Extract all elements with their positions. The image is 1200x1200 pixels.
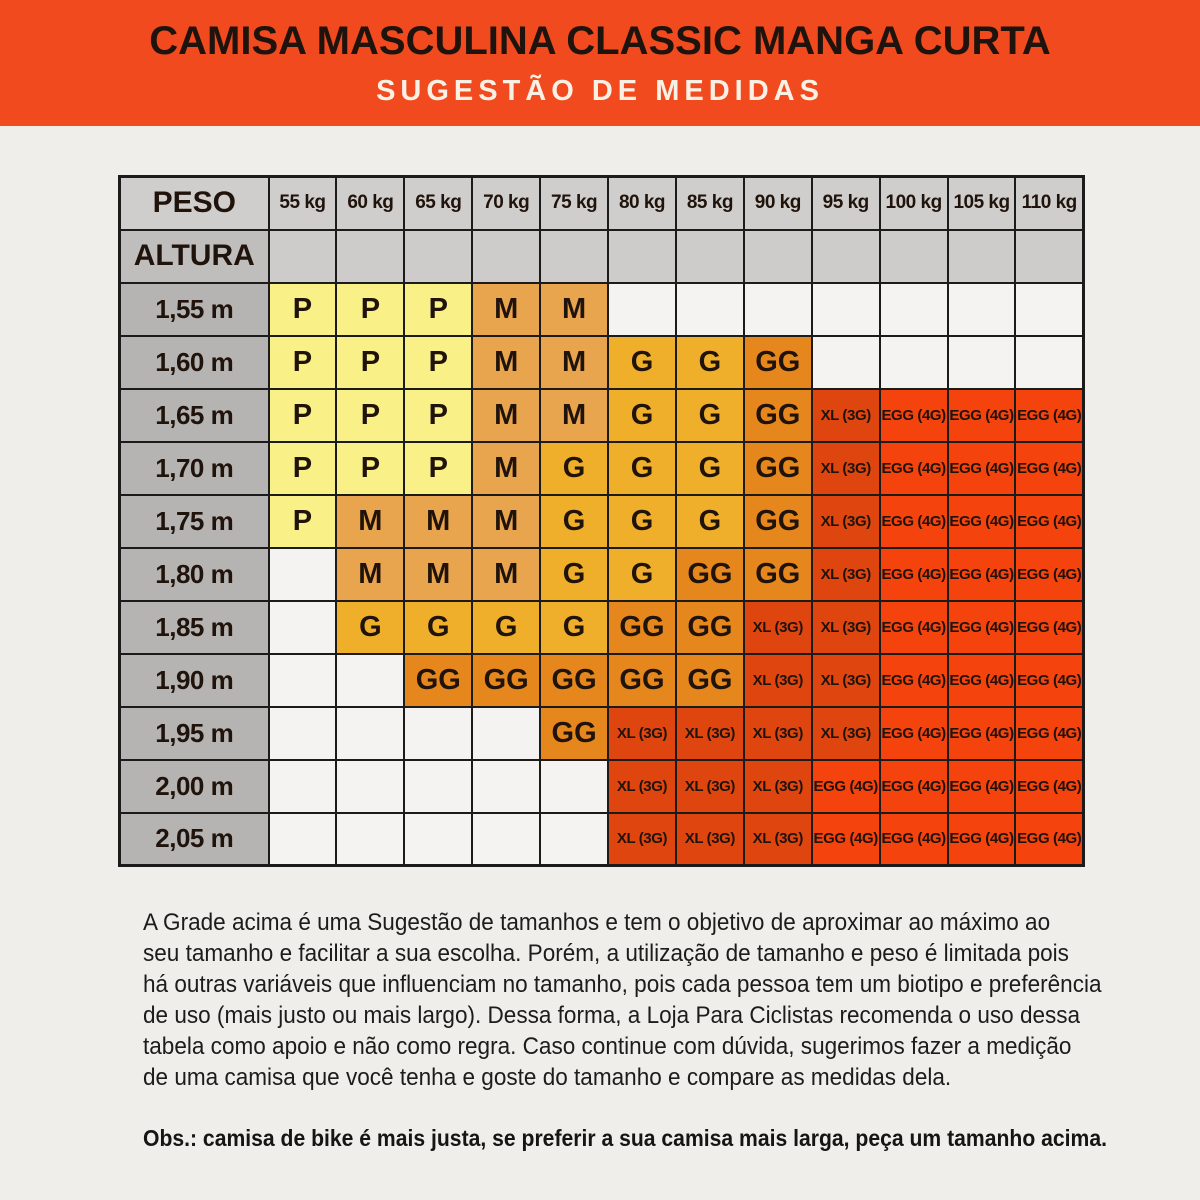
size-cell: EGG (4G) xyxy=(948,707,1016,760)
size-cell: XL (3G) xyxy=(812,654,880,707)
size-chart-table xyxy=(118,175,1085,867)
size-cell: GG xyxy=(608,601,676,654)
size-cell: EGG (4G) xyxy=(1015,495,1083,548)
altura-empty-cell xyxy=(269,230,337,283)
size-cell: EGG (4G) xyxy=(880,760,948,813)
weight-header-cell: 95 kg xyxy=(812,177,880,230)
empty-cell xyxy=(336,813,404,866)
size-cell: M xyxy=(472,442,540,495)
page-subtitle: SUGESTÃO DE MEDIDAS xyxy=(376,74,824,107)
size-cell: P xyxy=(336,336,404,389)
peso-corner-label: PESO xyxy=(120,177,269,230)
size-cell: P xyxy=(336,442,404,495)
paragraph-line: A Grade acima é uma Sugestão de tamanhos e tem o objetivo de aproximar ao máximo ao xyxy=(143,909,1051,936)
size-cell: EGG (4G) xyxy=(880,495,948,548)
size-cell: EGG (4G) xyxy=(880,548,948,601)
empty-cell xyxy=(744,283,812,336)
size-cell: XL (3G) xyxy=(608,707,676,760)
weight-header-cell: 85 kg xyxy=(676,177,744,230)
empty-cell xyxy=(1015,336,1083,389)
empty-cell xyxy=(404,813,472,866)
empty-cell xyxy=(1015,283,1083,336)
empty-cell xyxy=(404,760,472,813)
size-cell: G xyxy=(540,601,608,654)
size-cell: XL (3G) xyxy=(744,654,812,707)
size-cell: G xyxy=(608,548,676,601)
explanatory-paragraph xyxy=(143,907,1200,1093)
empty-cell xyxy=(269,760,337,813)
size-cell: GG xyxy=(676,548,744,601)
size-cell: EGG (4G) xyxy=(948,813,1016,866)
size-cell: G xyxy=(540,495,608,548)
altura-empty-cell xyxy=(880,230,948,283)
weight-header-cell: 75 kg xyxy=(540,177,608,230)
size-cell: EGG (4G) xyxy=(948,760,1016,813)
empty-cell xyxy=(540,813,608,866)
table-row xyxy=(120,654,1084,707)
size-cell: G xyxy=(336,601,404,654)
table-row xyxy=(120,336,1084,389)
weight-header-row xyxy=(120,177,1084,230)
size-cell: M xyxy=(404,495,472,548)
weight-header-cell: 100 kg xyxy=(880,177,948,230)
empty-cell xyxy=(472,760,540,813)
size-cell: GG xyxy=(472,654,540,707)
size-cell: EGG (4G) xyxy=(1015,707,1083,760)
empty-cell xyxy=(812,283,880,336)
size-cell: GG xyxy=(676,654,744,707)
size-cell: G xyxy=(676,389,744,442)
size-cell: EGG (4G) xyxy=(948,495,1016,548)
size-cell: GG xyxy=(540,654,608,707)
size-cell: G xyxy=(676,442,744,495)
size-cell: GG xyxy=(744,442,812,495)
size-cell: P xyxy=(269,283,337,336)
table-row xyxy=(120,442,1084,495)
empty-cell xyxy=(269,707,337,760)
height-label: 1,95 m xyxy=(120,707,269,760)
size-cell: M xyxy=(472,336,540,389)
size-cell: GG xyxy=(540,707,608,760)
paragraph-line: há outras variáveis que influenciam no tamanho, pois cada pessoa tem um biotipo e preferência xyxy=(143,971,1102,998)
weight-header-cell: 90 kg xyxy=(744,177,812,230)
size-cell: G xyxy=(608,389,676,442)
size-cell: G xyxy=(608,495,676,548)
size-cell: EGG (4G) xyxy=(1015,548,1083,601)
size-cell: EGG (4G) xyxy=(1015,601,1083,654)
header-banner xyxy=(0,0,1200,126)
empty-cell xyxy=(269,548,337,601)
size-cell: G xyxy=(608,442,676,495)
empty-cell xyxy=(880,283,948,336)
altura-empty-cell xyxy=(336,230,404,283)
size-cell: EGG (4G) xyxy=(812,760,880,813)
height-label: 1,65 m xyxy=(120,389,269,442)
height-label: 2,05 m xyxy=(120,813,269,866)
size-cell: XL (3G) xyxy=(676,707,744,760)
size-cell: G xyxy=(540,548,608,601)
size-cell: XL (3G) xyxy=(812,495,880,548)
size-cell: XL (3G) xyxy=(812,389,880,442)
size-cell: P xyxy=(404,283,472,336)
height-label: 1,80 m xyxy=(120,548,269,601)
size-cell: G xyxy=(404,601,472,654)
size-cell: M xyxy=(540,336,608,389)
weight-header-cell: 105 kg xyxy=(948,177,1016,230)
size-cell: XL (3G) xyxy=(608,760,676,813)
paragraph-line: de uma camisa que você tenha e goste do tamanho e compare as medidas dela. xyxy=(143,1064,952,1091)
size-cell: EGG (4G) xyxy=(1015,760,1083,813)
altura-empty-cell xyxy=(948,230,1016,283)
size-cell: EGG (4G) xyxy=(1015,442,1083,495)
size-cell: EGG (4G) xyxy=(812,813,880,866)
table-row xyxy=(120,760,1084,813)
size-cell: M xyxy=(472,283,540,336)
altura-empty-cell xyxy=(472,230,540,283)
size-cell: G xyxy=(540,442,608,495)
size-cell: P xyxy=(336,283,404,336)
weight-header-cell: 60 kg xyxy=(336,177,404,230)
size-cell: M xyxy=(472,389,540,442)
empty-cell xyxy=(472,707,540,760)
empty-cell xyxy=(812,336,880,389)
size-cell: EGG (4G) xyxy=(948,442,1016,495)
paragraph-line: de uso (mais justo ou mais largo). Dessa forma, a Loja Para Ciclistas recomenda o uso dessa xyxy=(143,1002,1081,1029)
size-cell: EGG (4G) xyxy=(948,389,1016,442)
table-row xyxy=(120,283,1084,336)
size-cell: G xyxy=(676,495,744,548)
size-cell: GG xyxy=(744,495,812,548)
height-label: 1,90 m xyxy=(120,654,269,707)
table-row xyxy=(120,601,1084,654)
empty-cell xyxy=(404,707,472,760)
table-row xyxy=(120,813,1084,866)
height-label: 1,75 m xyxy=(120,495,269,548)
height-label: 1,70 m xyxy=(120,442,269,495)
size-cell: M xyxy=(336,495,404,548)
size-cell: XL (3G) xyxy=(744,707,812,760)
size-cell: P xyxy=(269,389,337,442)
size-cell: XL (3G) xyxy=(812,707,880,760)
empty-cell xyxy=(336,707,404,760)
weight-header-cell: 70 kg xyxy=(472,177,540,230)
size-cell: XL (3G) xyxy=(676,760,744,813)
weight-header-cell: 80 kg xyxy=(608,177,676,230)
table-row xyxy=(120,389,1084,442)
empty-cell xyxy=(336,654,404,707)
empty-cell xyxy=(948,336,1016,389)
size-cell: EGG (4G) xyxy=(880,601,948,654)
size-cell: XL (3G) xyxy=(812,601,880,654)
empty-cell xyxy=(472,813,540,866)
size-cell: P xyxy=(336,389,404,442)
size-cell: XL (3G) xyxy=(744,760,812,813)
height-label: 1,85 m xyxy=(120,601,269,654)
empty-cell xyxy=(269,813,337,866)
size-cell: M xyxy=(540,283,608,336)
altura-empty-cell xyxy=(1015,230,1083,283)
table-row xyxy=(120,495,1084,548)
altura-axis-label: ALTURA xyxy=(120,230,269,283)
weight-header-cell: 110 kg xyxy=(1015,177,1083,230)
page-title: CAMISA MASCULINA CLASSIC MANGA CURTA xyxy=(149,18,1051,63)
size-cell: P xyxy=(404,389,472,442)
size-cell: XL (3G) xyxy=(812,442,880,495)
size-cell: EGG (4G) xyxy=(948,548,1016,601)
size-cell: EGG (4G) xyxy=(880,442,948,495)
empty-cell xyxy=(676,283,744,336)
size-cell: EGG (4G) xyxy=(880,813,948,866)
empty-cell xyxy=(540,760,608,813)
size-cell: EGG (4G) xyxy=(1015,813,1083,866)
empty-cell xyxy=(948,283,1016,336)
content-area xyxy=(0,126,1200,1152)
size-cell: EGG (4G) xyxy=(948,654,1016,707)
notes-section xyxy=(143,907,1200,1152)
height-label: 2,00 m xyxy=(120,760,269,813)
size-cell: GG xyxy=(608,654,676,707)
paragraph-line: seu tamanho e facilitar a sua escolha. Porém, a utilização de tamanho e peso é limitada pois xyxy=(143,940,1069,967)
size-cell: M xyxy=(472,495,540,548)
size-cell: P xyxy=(404,336,472,389)
size-cell: GG xyxy=(744,389,812,442)
size-cell: EGG (4G) xyxy=(948,601,1016,654)
size-cell: XL (3G) xyxy=(744,601,812,654)
size-cell: G xyxy=(608,336,676,389)
paragraph-line: tabela como apoio e não como regra. Caso continue com dúvida, sugerimos fazer a medição xyxy=(143,1033,1072,1060)
empty-cell xyxy=(269,654,337,707)
altura-empty-cell xyxy=(812,230,880,283)
size-cell: M xyxy=(540,389,608,442)
table-row xyxy=(120,707,1084,760)
size-cell: EGG (4G) xyxy=(1015,389,1083,442)
table-row xyxy=(120,548,1084,601)
size-cell: EGG (4G) xyxy=(880,654,948,707)
size-cell: EGG (4G) xyxy=(880,389,948,442)
size-cell: P xyxy=(404,442,472,495)
altura-empty-cell xyxy=(608,230,676,283)
height-label: 1,55 m xyxy=(120,283,269,336)
size-cell: EGG (4G) xyxy=(1015,654,1083,707)
size-cell: P xyxy=(269,495,337,548)
size-cell: GG xyxy=(676,601,744,654)
empty-cell xyxy=(336,760,404,813)
size-cell: P xyxy=(269,336,337,389)
size-cell: M xyxy=(472,548,540,601)
size-cell: G xyxy=(676,336,744,389)
empty-cell xyxy=(608,283,676,336)
height-label: 1,60 m xyxy=(120,336,269,389)
size-cell: M xyxy=(404,548,472,601)
empty-cell xyxy=(269,601,337,654)
altura-row xyxy=(120,230,1084,283)
size-cell: XL (3G) xyxy=(744,813,812,866)
altura-empty-cell xyxy=(404,230,472,283)
weight-header-cell: 55 kg xyxy=(269,177,337,230)
size-cell: EGG (4G) xyxy=(880,707,948,760)
empty-cell xyxy=(880,336,948,389)
size-cell: XL (3G) xyxy=(608,813,676,866)
size-cell: GG xyxy=(404,654,472,707)
altura-empty-cell xyxy=(540,230,608,283)
size-cell: P xyxy=(269,442,337,495)
altura-empty-cell xyxy=(676,230,744,283)
size-cell: GG xyxy=(744,336,812,389)
size-cell: GG xyxy=(744,548,812,601)
size-cell: XL (3G) xyxy=(812,548,880,601)
size-cell: M xyxy=(336,548,404,601)
size-cell: XL (3G) xyxy=(676,813,744,866)
obs-note: Obs.: camisa de bike é mais justa, se preferir a sua camisa mais larga, peça um tamanho acima. xyxy=(143,1125,1107,1151)
altura-empty-cell xyxy=(744,230,812,283)
weight-header-cell: 65 kg xyxy=(404,177,472,230)
size-cell: G xyxy=(472,601,540,654)
